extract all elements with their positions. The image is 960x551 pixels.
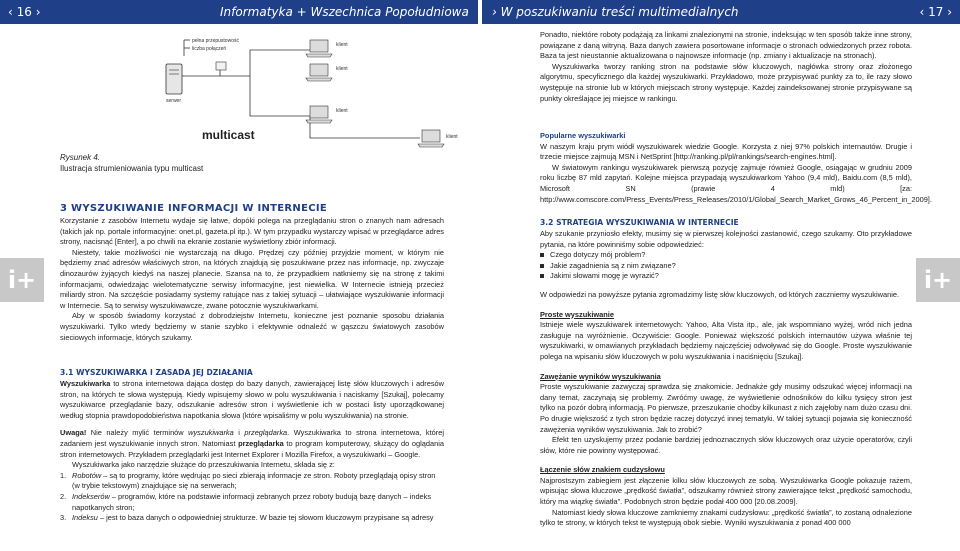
paragraph [60,379,444,421]
caption-label: Rysunek 4. [60,153,101,162]
note-label: Uwaga! [60,428,87,438]
left-running-title: Informatyka + Wszechnica Popołudniowa [220,5,469,19]
note-text: i [233,428,245,438]
right-page-header [482,0,960,24]
section-3-2-heading: 3.2 STRATEGIA WYSZUKIWANIA W INTERNECIE [540,218,739,227]
left-page-number: ‹ 16 › [8,5,41,19]
client-text-4: klient [446,134,458,140]
right-page-number: ‹ 17 › [919,5,952,19]
paragraph: Natomiast kiedy słowa kluczowe zamkniemy znakami cudzysłowu: „prędkość światła”, to zostaną odnalezione tylko te strony, w których tekst te występują obok siebie. Wyniki wyszukiwania z ponad 400 000 [540,507,912,528]
paragraph: Najprostszym zabiegiem jest złączenie kilku słów kluczowych ze sobą. Wyszukiwarka Google pokazuje rażem, wpisując słowa kluczowe „prędkość światła”, odszukamy również strony zawierające tekst „prędkość samochodu, który ma wiązkę światła”. Podobnych stron będzie podał 400 000 [20.08.2009]. [540,475,912,507]
note-term: przeglądarka [238,438,284,448]
paragraph: Aby szukanie przyniosło efekty, musimy się w pierwszej kolejności zastanowić, czego szukamy. Oto przykładowe pytania, na które powinniśmy sobie odpowiedzieć: [540,229,912,249]
client-text-1: klient [336,42,348,48]
list-item: Czego dotyczy mój problem? [540,250,912,261]
list-item: 2. Indekserów – programów, które na podstawie informacji zebranych przez roboty budują bazę danych – indeks napotkanych stron; [60,491,432,512]
quotes-title: Łączenie słów znakiem cudzysłowu [540,465,665,475]
laptop-icon [306,40,348,57]
client-text-2: klient [336,66,348,72]
left-text-block-1 [60,216,444,343]
section-3-1-heading: 3.1 WYSZUKIWARKA I ZASADA JEJ DZIAŁANIA [60,368,253,377]
note-text: Nie należy mylić terminów [86,428,189,438]
left-page-header [0,0,478,24]
questions-list [540,250,912,282]
note-term: przeglądarka [244,428,288,438]
paragraph-text: to strona internetowa dająca dostęp do bazy danych, zawierającej listę słów kluczowych i adresów stron, na których te słowa występują. Kiedy wpisujemy słowo w polu wyszukiwania i naciskamy [Szukaj], polecamy wyszukiwarce przeglądanie bazy, odszukanie adresów stron i wyświetlenie ich w postaci listy uporządkowanej według stopnia prawdopodobieństwa napotkania słowa (które wpisaliśmy w polu wyszukiwania) na stronie. [60,379,444,420]
caption-text: Ilustracja strumieniowania typu multicast [60,164,204,173]
paragraph: Proste wyszukiwanie zazwyczaj sprawdza się znakomicie. Jednakże gdy musimy odszukać więcej informacji na dany temat, zaczynają się problemy. Zwróćmy uwagę, że wyświetlenie odnośników do kilku tysięcy stron jest tylko na pozór dobrą informacją. Po pierwsze, przeszukanie choćby kilkunast z nich zajęłoby nam dużo czasu dni. Po drugie większość z tych stron będzie raczej dotyczyć innej tematyki. W takiej sytuacji pojawia się konieczność zawężenia wyników wyszukiwania. Jak to zrobić? [540,382,912,434]
laptop-icon [306,64,348,81]
paragraph: W odpowiedzi na powyższe pytania zgromadzimy listę słów kluczowych, od których zaczniemy wyszukiwanie. [540,289,899,299]
paragraph: Niestety, takie możliwości nie wystarczają na długo. Prędzej czy później przyjdzie moment, w którym nie będziemy znać adresów właściwych stron, na których znajdują się poszukiwane przez nas informacje, np. zwyczaje dinozaurów żyjących kiedyś na naszej planecie. Szansa na to, że przypadkiem natkniemy się na stronę z takimi informacjami, odwiedzając wielotematyczne serwisy informacyjne, jest niewielka. W Internecie istnieją przecież miliardy stron. Na szczęście posiadamy systemy ratujące nas z takiej sytuacji – ułatwiające wyszukiwanie informacji w Internecie. Są to serwisy wyszukiwawcze, zwane potocznie wyszukiwarkami. [60,247,444,310]
router-icon [216,62,226,70]
popular-title: Popularne wyszukiwarki [540,131,626,140]
note-term: wyszukiwarka [188,428,234,438]
bandwidth-text: pełna przepustowość [192,38,239,44]
figure-title: multicast [202,128,255,142]
narrow-results-title: Zawężanie wyników wyszukiwania [540,371,661,381]
right-text-block-main [540,229,912,529]
paragraph: Wyszukiwarka tworzy ranking stron na podstawie słów kluczowych, nagłówka strony oraz złożonego algorytmu, specyficznego dla każdej wyszukiwarki. Przykładowo, może przypisywać punkty za to, ile razy słowo występuje na stronie lub w których miejscach strony występuje. Każdej zaindeksowanej stronie przypisywane są punkty określające jej miejsce w rankingu. [540,61,912,103]
section-3-heading: 3 WYSZUKIWANIE INFORMACJI W INTERNECIE [60,203,327,214]
iplus-logo-left: i+ [0,258,44,302]
paragraph: Ponadto, niektóre roboty podążają za linkami znalezionymi na stronie, indeksując w ten sposób także inne strony, powiązane z daną witryną. Baza danych zawiera posortowane informacje o stronach odwiedzonych przez robota. Baza ta jest nieustannie aktualizowana o najnowsze informacje (np. zmiany i aktualizacje na stronach). [540,30,912,61]
right-text-block-top [540,30,912,104]
laptop-icon [306,106,348,123]
iplus-logo-right: i+ [916,258,960,302]
paragraph: Wyszukiwarka jako narzędzie służące do przeszukiwania Internetu, składa się z: [72,460,335,470]
note-text: . Wyszukiwarka to strona internetowa, której zadaniem jest wyszukiwanie innych stron. Natomiast [60,428,444,448]
left-text-block-2 [60,379,444,524]
laptop-icon [418,130,458,147]
term: Wyszukiwarka [60,379,111,388]
server-icon [166,64,182,104]
paragraph: Istnieje wiele wyszukiwarek internetowych: Yahoo, Alta Vista itp., ale, jak wspomniano wyżej, wród nich jedna zasługuje na wyróżnienie. Oczywiście: Google. Ponieważ większość polskich internautów używa właśnie tej wyszukiwarki, w omawianych przykładach będziemy najczęściej odwoływać się do Google. Proste wyszukiwanie polega na wpisaniu słów kluczowych w polu wyszukiwania i naciśnięciu [Szukaj]. [540,320,912,361]
client-text-3: klient [336,108,348,114]
note-paragraph [60,428,444,460]
components-list [60,471,444,524]
figure-caption [60,152,203,174]
popular-search-engines [540,131,932,205]
list-item: Jakie zagadnienia są z nim związane? [540,261,912,272]
list-item: Jakimi słowami mogę je wyrazić? [540,271,912,282]
paragraph: Efekt ten uzyskujemy przez podanie bardziej jednoznacznych słów kluczowych oraz użycie operatorów, czyli słów, które nie powinny występować. [540,435,912,455]
server-text: serwer [166,98,182,104]
connections-text: liczba połączeń [192,46,227,52]
paragraph: Aby w sposób świadomy korzystać z dobrodziejstw Internetu, konieczne jest poznanie sposobu działania wyszukiwarki. Tylko wtedy będziemy w stanie szybko i efektywnie odnaleźć w gąszczu światowych zasobów sieciowych informacje, których szukamy. [60,311,444,342]
multicast-diagram [160,26,480,168]
paragraph: W światowym rankingu wyszukiwarek pierwszą pozycję zajmuje również Google, osiągając w grudniu 2009 roku liczbę 87 mld zapytań. Kolejne miejsca przypadają wyszukiwarkom Yahoo (9,4 mld), Baidu.com (8,5 mld), Microsoft SN (prawie 4 mld) [za: http://www.comscore.com/Press_Events/Press_Releases/2010/1/Global_Search_Market_Grows_46_Percent_in_2009]. [540,162,932,204]
list-item: 1. Robotów – są to programy, które wędrując po sieci zbierają informacje ze stron. Roboty przeglądają opisy stron (w trybie tekstowym) znajdujące się na serwerach; [60,470,436,491]
bandwidth-label [184,38,239,56]
simple-search-title: Proste wyszukiwanie [540,309,614,319]
note-text: to program komputerowy, służący do oglądania stron internetowych. Przykładem przeglądarki jest Internet Explorer i Mozilla Firefox, a wyszukiwarki – Google. [60,438,444,459]
paragraph: W naszym kraju prym wiódł wyszukiwarek wiedzie Google. Korzysta z niej 97% polskich internautów. Drugie i trzecie miejsce zajmują MSN i NetSprint [http://ranking.pl/pl/rankings/search-engines.html]. [540,141,912,162]
right-running-title: › W poszukiwaniu treści multimedialnych [492,5,739,19]
list-item: 3. Indeksu – jest to baza danych o odpowiedniej strukturze. W bazie tej słowom kluczowym przypisane są adresy [60,513,434,523]
paragraph: Korzystanie z zasobów Internetu wydaje się łatwe, dopóki polega na przeglądaniu stron o znanych nam adresach (takich jak np. portale informacyjne: onet.pl, gazeta.pl itp.). W tym przypadku wystarczy wpisać w przeglądarce adres strony, nacisnąć [Enter], a po chwili na ekranie zostanie wyświetlony zbiór informacji. [60,216,444,247]
